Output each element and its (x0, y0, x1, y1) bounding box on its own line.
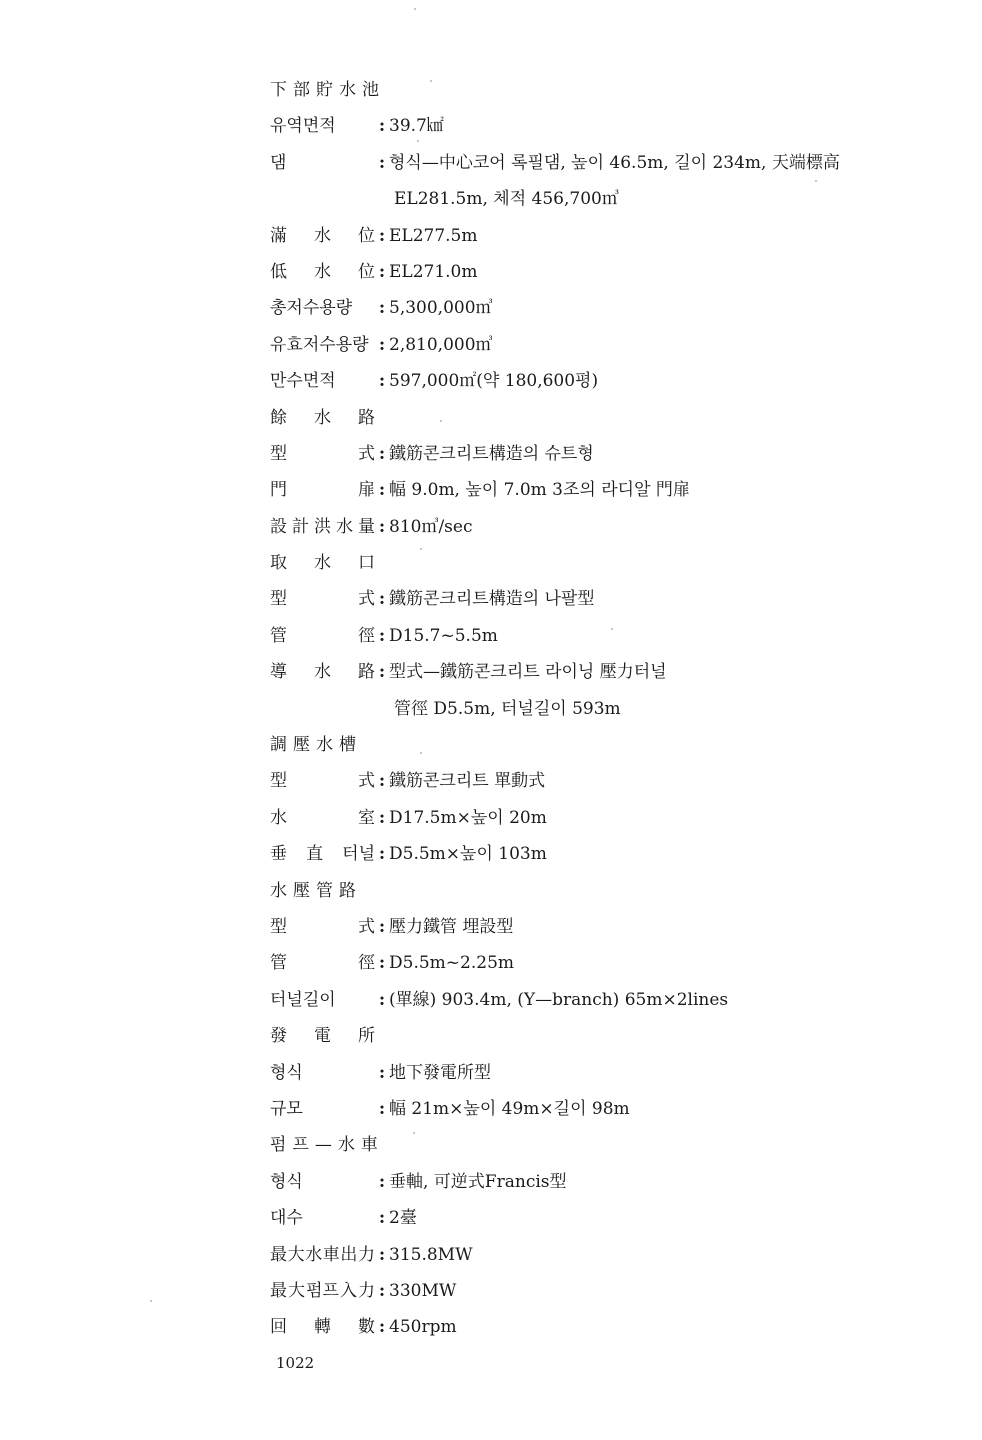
colon: : (378, 1317, 386, 1338)
spec-list (270, 72, 960, 1346)
scan-speck (420, 548, 422, 550)
colon: : (378, 152, 386, 173)
scan-speck (420, 752, 422, 754)
spec-label: 設計洪水量 (270, 516, 375, 537)
spec-value: 地下發電所型 (389, 1062, 491, 1083)
spec-row (270, 1237, 960, 1273)
spec-row (270, 1055, 960, 1091)
spec-value: 597,000㎡(약 180,600평) (389, 371, 599, 392)
heading-label: 下部貯水池 (270, 80, 385, 100)
colon: : (378, 1171, 386, 1192)
colon: : (378, 225, 386, 246)
colon: : (378, 371, 386, 392)
spec-row (270, 327, 960, 363)
colon: : (378, 1062, 386, 1083)
spec-row (270, 1309, 960, 1345)
spec-label: 대수 (270, 1208, 303, 1229)
section-heading (270, 727, 960, 763)
colon: : (378, 261, 386, 282)
spec-value: 幅 9.0m, 높이 7.0m 3조의 라디알 門扉 (389, 480, 690, 501)
colon: : (378, 589, 386, 610)
spec-value: D17.5m×높이 20m (389, 807, 547, 828)
spec-label: 管徑 (270, 953, 375, 974)
spec-label: 型式 (270, 916, 375, 937)
spec-label: 最大펌프入力 (270, 1280, 375, 1301)
heading-label: 取水口 (270, 553, 375, 574)
spec-value: 管徑 D5.5m, 터널길이 593m (394, 698, 621, 719)
section-heading (270, 1127, 960, 1163)
spec-row (270, 909, 960, 945)
spec-row (270, 836, 960, 872)
section-heading (270, 545, 960, 581)
spec-row (270, 509, 960, 545)
spec-value: EL281.5m, 체적 456,700㎥ (394, 189, 619, 210)
spec-value: 幅 21m×높이 49m×길이 98m (389, 1098, 630, 1119)
spec-label: 導水路 (270, 662, 375, 683)
colon: : (378, 807, 386, 828)
scan-speck (417, 140, 419, 142)
spec-row (270, 982, 960, 1018)
scan-speck (150, 1300, 152, 1302)
colon: : (378, 1208, 386, 1229)
spec-label: 유역면적 (270, 116, 336, 137)
spec-continuation (270, 691, 960, 727)
spec-row (270, 1273, 960, 1309)
scan-speck (430, 80, 432, 82)
spec-label: 垂直터널 (270, 844, 375, 865)
spec-label: 댐 (270, 152, 287, 173)
spec-row (270, 763, 960, 799)
colon: : (378, 116, 386, 137)
section-heading (270, 873, 960, 909)
colon: : (378, 516, 386, 537)
spec-value: 5,300,000㎥ (389, 298, 493, 319)
colon: : (378, 480, 386, 501)
spec-label: 最大水車出力 (270, 1244, 375, 1265)
heading-label: 水壓管路 (270, 880, 362, 901)
spec-label: 유효저수용량 (270, 334, 369, 355)
spec-label: 규모 (270, 1098, 303, 1119)
spec-row (270, 254, 960, 290)
spec-label: 만수면적 (270, 371, 336, 392)
spec-value: 315.8MW (389, 1244, 473, 1265)
spec-value: 壓力鐵管 埋設型 (389, 916, 514, 937)
colon: : (378, 1244, 386, 1265)
scan-speck (413, 1132, 415, 1134)
spec-row (270, 654, 960, 690)
spec-label: 低水位 (270, 261, 375, 282)
spec-value: 2臺 (389, 1208, 417, 1229)
spec-row (270, 472, 960, 508)
colon: : (378, 916, 386, 937)
spec-value: 330MW (389, 1280, 457, 1301)
spec-value: 2,810,000㎥ (389, 334, 493, 355)
spec-row (270, 618, 960, 654)
spec-value: 810㎥/sec (389, 516, 473, 537)
spec-row (270, 436, 960, 472)
scan-speck (815, 180, 817, 182)
spec-label: 門扉 (270, 480, 375, 501)
heading-label: 調壓水槽 (270, 735, 362, 756)
spec-label: 型式 (270, 589, 375, 610)
section-heading (270, 400, 960, 436)
heading-label: 發電所 (270, 1026, 375, 1047)
spec-row (270, 218, 960, 254)
spec-value: D5.5m~2.25m (389, 953, 515, 974)
colon: : (378, 298, 386, 319)
colon: : (378, 771, 386, 792)
colon: : (378, 625, 386, 646)
spec-label: 滿水位 (270, 225, 375, 246)
spec-row (270, 945, 960, 981)
spec-label: 型式 (270, 771, 375, 792)
colon: : (378, 1280, 386, 1301)
colon: : (378, 443, 386, 464)
spec-value: D15.7~5.5m (389, 625, 498, 646)
section-heading (270, 72, 960, 108)
spec-row (270, 363, 960, 399)
spec-label: 총저수용량 (270, 298, 353, 319)
spec-value: 垂軸, 可逆式Francis型 (389, 1171, 567, 1192)
colon: : (378, 989, 386, 1010)
colon: : (378, 1098, 386, 1119)
colon: : (378, 844, 386, 865)
spec-value: (單線) 903.4m, (Y—branch) 65m×2lines (389, 989, 729, 1010)
scan-speck (414, 8, 416, 10)
page-number: 1022 (276, 1354, 315, 1372)
spec-value: 450rpm (389, 1317, 457, 1338)
spec-value: 39.7㎢ (389, 116, 444, 137)
heading-label: 펌프—水車 (270, 1135, 384, 1156)
heading-label: 餘水路 (270, 407, 375, 428)
spec-value: 鐵筋콘크리트構造의 나팔型 (389, 589, 595, 610)
scan-speck (440, 420, 442, 422)
spec-value: 鐵筋콘크리트構造의 슈트형 (389, 443, 594, 464)
spec-continuation (270, 181, 960, 217)
spec-label: 型式 (270, 443, 375, 464)
colon: : (378, 334, 386, 355)
spec-row (270, 1091, 960, 1127)
spec-row (270, 1164, 960, 1200)
spec-label: 형식 (270, 1171, 303, 1192)
spec-row (270, 145, 960, 181)
spec-value: 型式—鐵筋콘크리트 라이닝 壓力터널 (389, 662, 667, 683)
spec-value: D5.5m×높이 103m (389, 844, 547, 865)
spec-value: EL277.5m (389, 225, 478, 246)
spec-label: 水室 (270, 807, 375, 828)
spec-row (270, 581, 960, 617)
section-heading (270, 1018, 960, 1054)
spec-label: 형식 (270, 1062, 303, 1083)
spec-label: 管徑 (270, 625, 375, 646)
spec-row (270, 1200, 960, 1236)
spec-row (270, 800, 960, 836)
spec-row (270, 290, 960, 326)
spec-value: 형식—中心코어 록필댐, 높이 46.5m, 길이 234m, 天端標高 (389, 152, 840, 173)
spec-value: 鐵筋콘크리트 單動式 (389, 771, 546, 792)
spec-value: EL271.0m (389, 261, 478, 282)
spec-row (270, 108, 960, 144)
spec-label: 回轉數 (270, 1317, 375, 1338)
colon: : (378, 662, 386, 683)
scan-speck (611, 628, 613, 630)
colon: : (378, 953, 386, 974)
spec-label: 터널길이 (270, 989, 336, 1010)
